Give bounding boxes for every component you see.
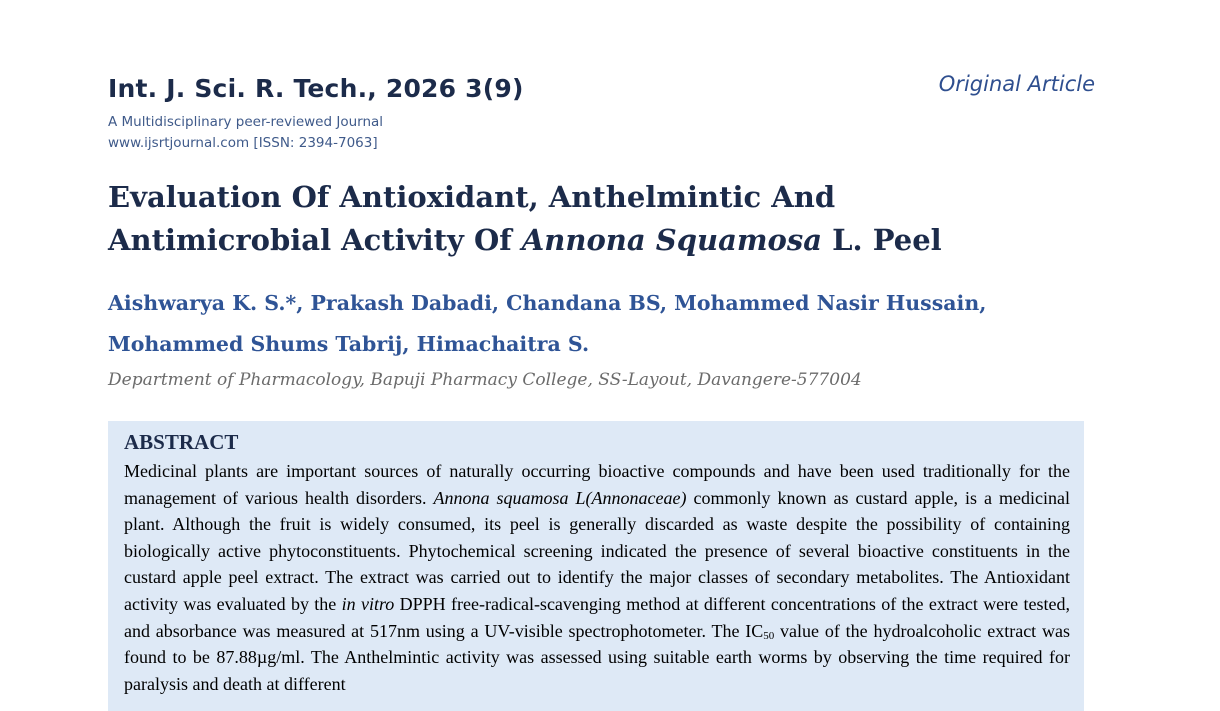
title-prefix: Antimicrobial Activity Of [108, 223, 522, 257]
article-type-label: Original Article [938, 72, 1095, 96]
abstract-ic50-subscript: 50 [763, 629, 775, 642]
abstract-section [108, 421, 1084, 711]
author-affiliation: Department of Pharmacology, Bapuji Pharmacy College, SS-Layout, Davangere-577004 [108, 370, 862, 390]
author-list [108, 283, 1108, 365]
journal-tagline: A Multidisciplinary peer-reviewed Journal [108, 114, 384, 130]
title-suffix: L. Peel [822, 223, 942, 257]
abstract-in-vitro: in vitro [341, 593, 395, 614]
title-species: Annona Squamosa [521, 223, 823, 257]
title-line-1: Evaluation Of Antioxidant, Anthelmintic And [108, 180, 836, 214]
authors-line-2: Mohammed Shums Tabrij, Himachaitra S. [108, 332, 590, 356]
abstract-species: Annona squamosa L(Annonaceae) [433, 487, 687, 508]
paper-title [108, 176, 1108, 262]
title-line-2 [108, 219, 1108, 262]
journal-citation: Int. J. Sci. R. Tech., 2026 3(9) [108, 74, 524, 103]
abstract-part-1: Medicinal plants are important sources of naturally occurring bioactive compounds and have been used traditionally for the management of various health disorders. [124, 461, 1070, 508]
authors-line-1: Aishwarya K. S.*, Prakash Dabadi, Chandana BS, Mohammed Nasir Hussain, [108, 291, 987, 315]
abstract-heading: ABSTRACT [124, 430, 239, 454]
abstract-part-3: DPPH free-radical-scavenging method at different concentrations of the extract were tested, and absorbance was measured at 517nm using a UV-visible spectrophotometer. The IC [124, 593, 1070, 641]
journal-website: www.ijsrtjournal.com [ISSN: 2394-7063] [108, 135, 378, 151]
abstract-part-4: value of the hydroalcoholic extract was found to be 87.88µg/ml. The Anthelmintic activity was assessed using suitable earth worms by observing the time required for paralysis and death at different [124, 620, 1070, 694]
abstract-text [124, 458, 1070, 697]
abstract-part-2: commonly known as custard apple, is a medicinal plant. Although the fruit is widely consumed, its peel is generally discarded as waste despite the possibility of containing biologically active phytoconstituents. Phytochemical screening indicated the presence of several bioactive constituents in the custard apple peel extract. The extract was carried out to identify the major classes of secondary metabolites. The Antioxidant activity was evaluated by the [124, 487, 1070, 614]
